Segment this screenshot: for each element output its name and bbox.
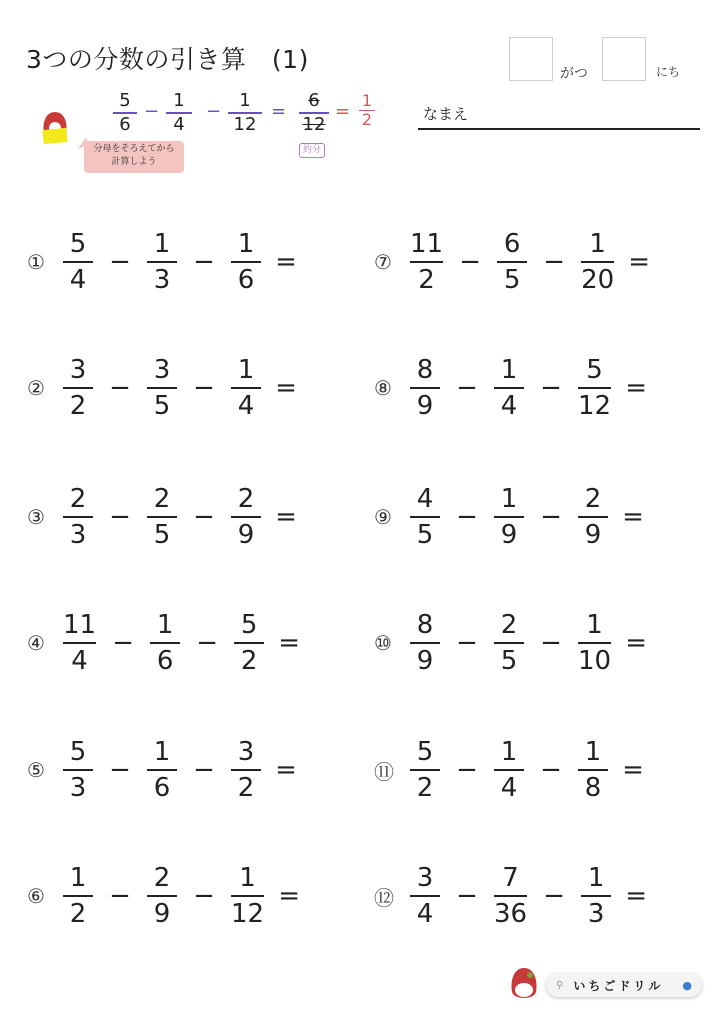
example-result: 6 12 bbox=[299, 90, 329, 136]
page-title: 3つの分数の引き算 (1) bbox=[26, 45, 309, 74]
example-simplified: 1 2 bbox=[359, 92, 375, 129]
fraction: $\frac{3}{2}$ bbox=[231, 736, 261, 804]
answer-area[interactable] bbox=[314, 613, 354, 673]
fraction: $\frac{11}{4}$ bbox=[63, 610, 97, 676]
fraction: $\frac{5}{4}$ bbox=[63, 228, 93, 296]
fraction: $\frac{3}{5}$ bbox=[147, 354, 177, 422]
problem-number: ⑨ bbox=[374, 505, 392, 529]
minus-sign: − bbox=[540, 755, 562, 785]
fraction: $\frac{4}{5}$ bbox=[410, 483, 440, 551]
answer-area[interactable] bbox=[311, 358, 351, 418]
problem-number: ⑤ bbox=[27, 758, 45, 782]
answer-area[interactable] bbox=[311, 740, 351, 800]
minus-sign: − bbox=[540, 628, 562, 658]
month-label: がつ bbox=[560, 66, 588, 82]
equals-sign: = bbox=[278, 628, 300, 658]
example-minus: − bbox=[206, 101, 222, 122]
minus-sign: − bbox=[193, 755, 215, 785]
problem-3 bbox=[27, 477, 351, 557]
fraction: $\frac{3}{4}$ bbox=[410, 862, 440, 930]
problem-4 bbox=[27, 603, 354, 683]
minus-sign: − bbox=[196, 628, 218, 658]
minus-sign: − bbox=[109, 373, 131, 403]
fraction: $\frac{8}{9}$ bbox=[410, 609, 440, 677]
equals-sign: = bbox=[275, 373, 297, 403]
example-minus: − bbox=[144, 101, 160, 122]
equals-sign: = bbox=[622, 502, 644, 532]
answer-area[interactable] bbox=[314, 866, 354, 926]
search-icon: ⚲ bbox=[556, 979, 564, 991]
minus-sign: − bbox=[543, 247, 565, 277]
fraction: $\frac{1}{12}$ bbox=[231, 863, 265, 929]
month-box[interactable] bbox=[509, 37, 553, 81]
fraction: $\frac{5}{2}$ bbox=[234, 609, 264, 677]
fraction: $\frac{1}{4}$ bbox=[494, 354, 524, 422]
minus-sign: − bbox=[456, 881, 478, 911]
problem-2 bbox=[27, 348, 351, 428]
day-label: にち bbox=[656, 65, 681, 79]
equals-sign: = bbox=[628, 247, 651, 277]
name-label: なまえ bbox=[423, 105, 469, 123]
problem-number: ⑧ bbox=[374, 376, 392, 400]
answer-area[interactable] bbox=[311, 487, 351, 547]
fraction: $\frac{8}{9}$ bbox=[410, 354, 440, 422]
fraction: $\frac{5}{3}$ bbox=[63, 736, 93, 804]
minus-sign: − bbox=[456, 373, 478, 403]
minus-sign: − bbox=[109, 502, 131, 532]
hint-bubble: 分母をそろえてから 計算しよう bbox=[84, 141, 184, 173]
brand-search-bar[interactable] bbox=[546, 973, 702, 997]
minus-sign: − bbox=[456, 502, 478, 532]
problem-number: ① bbox=[27, 250, 45, 274]
problem-number: ③ bbox=[27, 505, 45, 529]
equals-sign: = bbox=[625, 373, 647, 403]
fraction: $\frac{5}{2}$ bbox=[410, 736, 440, 804]
minus-sign: − bbox=[193, 881, 215, 911]
minus-sign: − bbox=[109, 881, 131, 911]
equals-sign: = bbox=[278, 881, 300, 911]
minus-sign: − bbox=[456, 755, 478, 785]
answer-area[interactable] bbox=[661, 613, 701, 673]
reduce-badge: 約分 bbox=[299, 143, 325, 158]
problem-10 bbox=[374, 603, 701, 683]
name-line[interactable] bbox=[418, 128, 700, 130]
fraction: $\frac{1}{4}$ bbox=[231, 354, 261, 422]
example-equals: = bbox=[335, 101, 351, 122]
problem-number: ⑫ bbox=[374, 885, 394, 910]
answer-area[interactable] bbox=[658, 487, 698, 547]
minus-sign: − bbox=[193, 502, 215, 532]
fraction: $\frac{2}{3}$ bbox=[63, 483, 93, 551]
brand-name: いちごドリル bbox=[573, 978, 664, 993]
example-equals: = bbox=[271, 101, 287, 122]
minus-sign: − bbox=[456, 628, 478, 658]
problem-number: ⑪ bbox=[374, 759, 394, 784]
answer-area[interactable] bbox=[658, 740, 698, 800]
fraction: $\frac{1}{3}$ bbox=[581, 862, 611, 930]
problem-9 bbox=[374, 477, 698, 557]
minus-sign: − bbox=[109, 247, 131, 277]
answer-area[interactable] bbox=[661, 866, 701, 926]
fraction: $\frac{1}{8}$ bbox=[578, 736, 608, 804]
problem-number: ② bbox=[27, 376, 45, 400]
equals-sign: = bbox=[625, 881, 647, 911]
microphone-icon: ● bbox=[682, 978, 692, 992]
fraction: $\frac{1}{6}$ bbox=[231, 228, 261, 296]
problem-1 bbox=[27, 222, 351, 302]
fraction: $\frac{1}{4}$ bbox=[494, 736, 524, 804]
fraction: $\frac{2}{9}$ bbox=[147, 862, 177, 930]
equals-sign: = bbox=[622, 755, 644, 785]
example-fraction-2: 1 4 bbox=[166, 90, 192, 136]
minus-sign: − bbox=[540, 373, 562, 403]
equals-sign: = bbox=[275, 755, 297, 785]
fraction: $\frac{1}{6}$ bbox=[150, 609, 180, 677]
answer-area[interactable] bbox=[661, 358, 701, 418]
minus-sign: − bbox=[540, 502, 562, 532]
minus-sign: − bbox=[193, 373, 215, 403]
example-fraction-1: 5 6 bbox=[113, 90, 137, 136]
example-fraction-3: 1 12 bbox=[228, 90, 262, 136]
fraction: $\frac{1}{20}$ bbox=[581, 229, 615, 295]
strawberry-mascot-icon bbox=[40, 110, 70, 150]
minus-sign: − bbox=[459, 247, 481, 277]
fraction: $\frac{11}{2}$ bbox=[410, 229, 444, 295]
problem-number: ⑥ bbox=[27, 884, 45, 908]
fraction: $\frac{1}{2}$ bbox=[63, 862, 93, 930]
fraction: $\frac{3}{2}$ bbox=[63, 354, 93, 422]
minus-sign: − bbox=[112, 628, 134, 658]
fraction: $\frac{2}{5}$ bbox=[147, 483, 177, 551]
equals-sign: = bbox=[625, 628, 647, 658]
minus-sign: − bbox=[109, 755, 131, 785]
equals-sign: = bbox=[275, 247, 297, 277]
fraction: $\frac{1}{3}$ bbox=[147, 228, 177, 296]
fraction: $\frac{6}{5}$ bbox=[497, 228, 527, 296]
problem-11 bbox=[374, 730, 698, 810]
problem-number: ⑩ bbox=[374, 631, 392, 655]
minus-sign: − bbox=[193, 247, 215, 277]
answer-area[interactable] bbox=[311, 232, 351, 292]
strawberry-logo-icon bbox=[508, 966, 540, 1006]
problem-number: ④ bbox=[27, 631, 45, 655]
problem-5 bbox=[27, 730, 351, 810]
fraction: $\frac{1}{10}$ bbox=[578, 610, 612, 676]
day-box[interactable] bbox=[602, 37, 646, 81]
problem-6 bbox=[27, 856, 354, 936]
problem-7 bbox=[374, 222, 704, 302]
fraction: $\frac{5}{12}$ bbox=[578, 355, 612, 421]
problem-8 bbox=[374, 348, 701, 428]
fraction: $\frac{2}{9}$ bbox=[231, 483, 261, 551]
fraction: $\frac{7}{36}$ bbox=[494, 863, 528, 929]
fraction: $\frac{2}{5}$ bbox=[494, 609, 524, 677]
problem-12 bbox=[374, 856, 701, 936]
problem-number: ⑦ bbox=[374, 250, 392, 274]
fraction: $\frac{1}{6}$ bbox=[147, 736, 177, 804]
fraction: $\frac{1}{9}$ bbox=[494, 483, 524, 551]
fraction: $\frac{2}{9}$ bbox=[578, 483, 608, 551]
answer-area[interactable] bbox=[664, 232, 704, 292]
minus-sign: − bbox=[543, 881, 565, 911]
equals-sign: = bbox=[275, 502, 297, 532]
